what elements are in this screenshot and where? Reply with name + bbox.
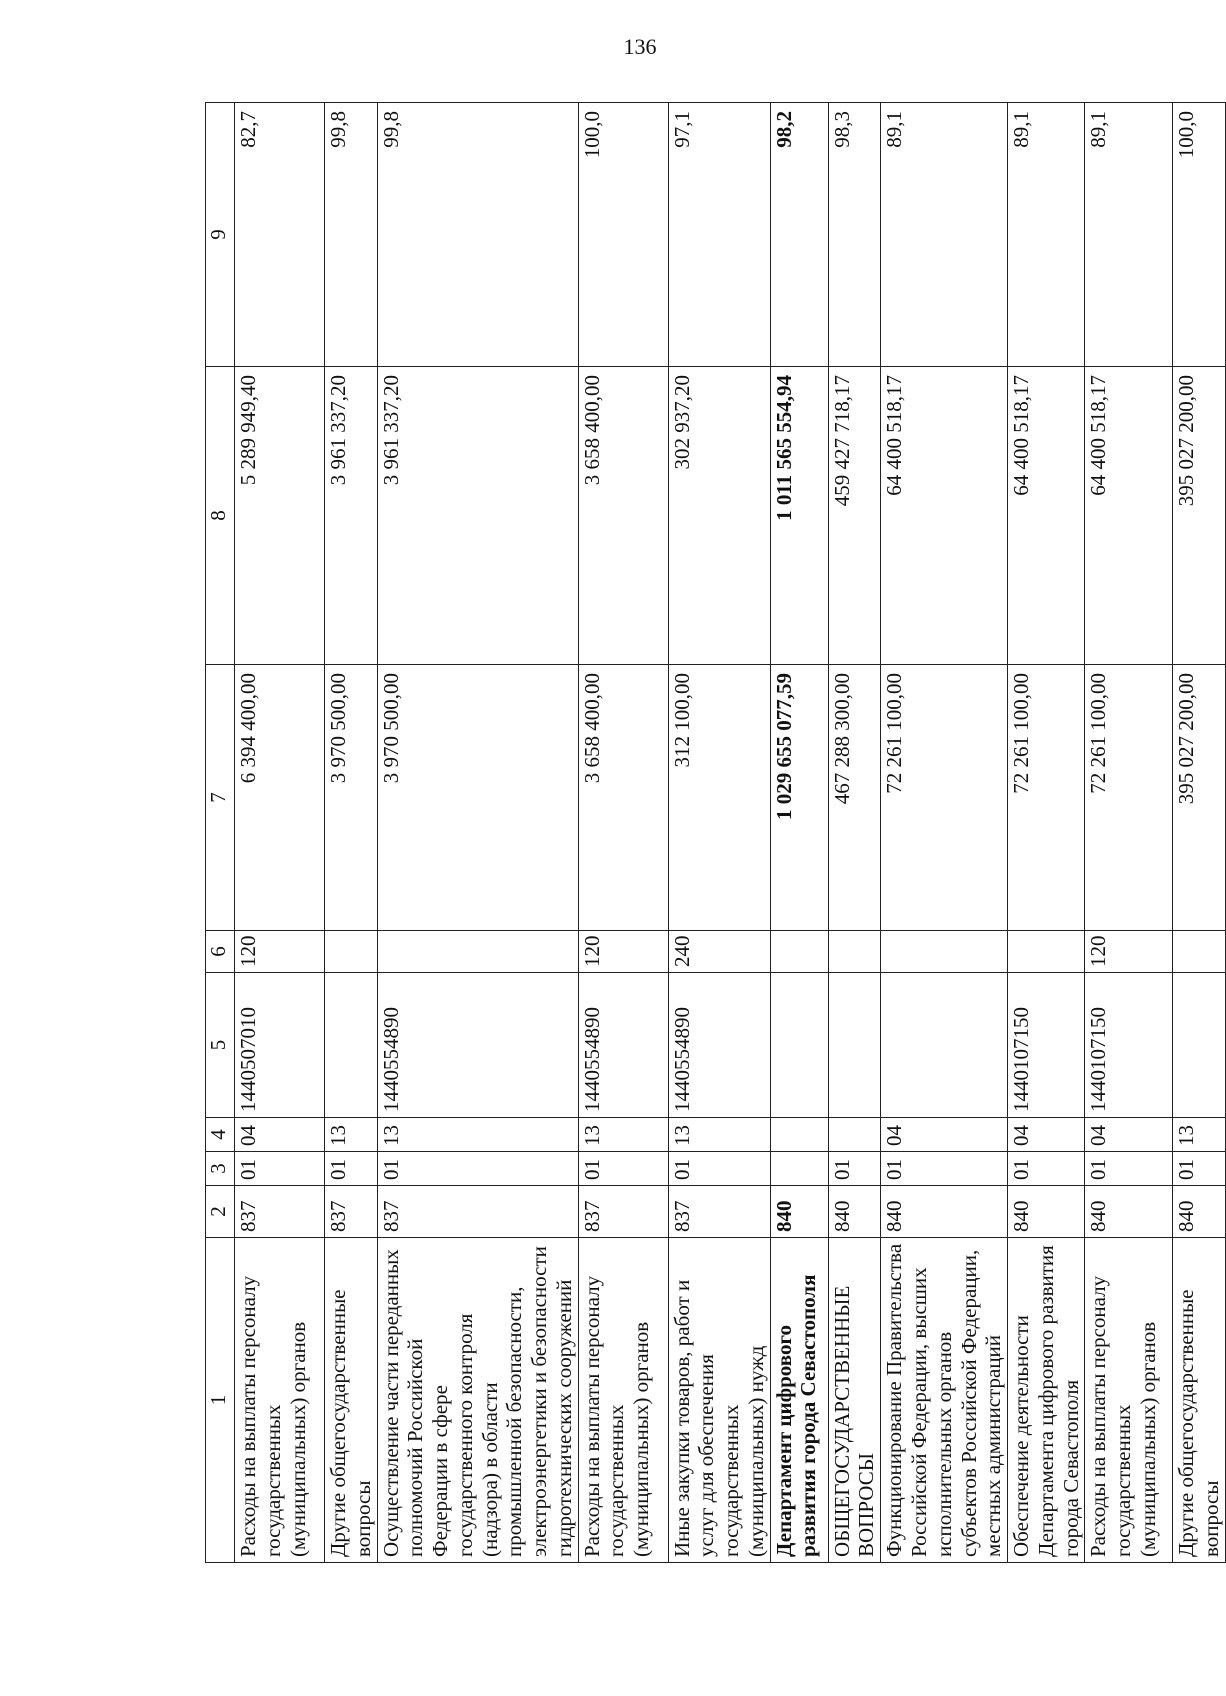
- row-value-cell: 120: [1085, 931, 1173, 973]
- header-cell: 8: [206, 367, 235, 665]
- row-value-cell: 01: [325, 1152, 378, 1186]
- row-value-cell: 6 394 400,00: [235, 665, 325, 931]
- row-value-cell: 395 027 200,00: [1173, 665, 1226, 931]
- row-value-cell: 837: [377, 1186, 578, 1238]
- row-value-cell: 64 400 518,17: [1008, 367, 1085, 665]
- row-value-cell: 100,0: [1173, 103, 1226, 367]
- row-value-cell: 120: [235, 931, 325, 973]
- row-value-cell: 1440107150: [1008, 973, 1085, 1118]
- row-value-cell: 3 658 400,00: [578, 367, 668, 665]
- row-value-cell: 72 261 100,00: [1085, 665, 1173, 931]
- row-value-cell: 837: [235, 1186, 325, 1238]
- header-cell: 9: [206, 103, 235, 367]
- row-value-cell: 89,1: [881, 103, 1008, 367]
- row-name-cell: Расходы на выплаты персоналу государственных (муниципальных) органов: [1085, 1238, 1173, 1563]
- row-value-cell: 01: [668, 1152, 770, 1186]
- row-value-cell: [325, 973, 378, 1118]
- table-row: [828, 103, 881, 1563]
- row-value-cell: 04: [1008, 1118, 1085, 1152]
- row-value-cell: 3 970 500,00: [325, 665, 378, 931]
- row-name-cell: Осуществление части переданных полномочий Российской Федерации в сфере государственного контроля (надзора) в области промышленной безопасности, электроэнергетики и безопасности гидротехнических сооружений: [377, 1238, 578, 1563]
- row-name-cell: Расходы на выплаты персоналу государственных (муниципальных) органов: [578, 1238, 668, 1563]
- row-value-cell: 3 961 337,20: [377, 367, 578, 665]
- table-row: [578, 103, 668, 1563]
- row-value-cell: 13: [377, 1118, 578, 1152]
- row-value-cell: 840: [828, 1186, 881, 1238]
- header-cell: 1: [206, 1238, 235, 1563]
- table-row: [1008, 103, 1085, 1563]
- row-value-cell: 82,7: [235, 103, 325, 367]
- row-value-cell: 04: [1085, 1118, 1173, 1152]
- row-value-cell: [770, 931, 828, 973]
- page-number: 136: [623, 34, 657, 59]
- row-value-cell: 64 400 518,17: [881, 367, 1008, 665]
- row-value-cell: 840: [1173, 1186, 1226, 1238]
- row-value-cell: 840: [1085, 1186, 1173, 1238]
- header-cell: 6: [206, 931, 235, 973]
- row-value-cell: 1 011 565 554,94: [770, 367, 828, 665]
- row-value-cell: 467 288 300,00: [828, 665, 881, 931]
- row-value-cell: 01: [1008, 1152, 1085, 1186]
- row-value-cell: 240: [668, 931, 770, 973]
- row-value-cell: [377, 931, 578, 973]
- row-value-cell: 01: [377, 1152, 578, 1186]
- table-row: [377, 103, 578, 1563]
- row-value-cell: 13: [1173, 1118, 1226, 1152]
- table-row: [1173, 103, 1226, 1563]
- budget-table: [205, 102, 1226, 1563]
- row-value-cell: 89,1: [1085, 103, 1173, 367]
- row-value-cell: 120: [578, 931, 668, 973]
- row-value-cell: [828, 973, 881, 1118]
- row-value-cell: 13: [325, 1118, 378, 1152]
- row-value-cell: 5 289 949,40: [235, 367, 325, 665]
- row-value-cell: 837: [668, 1186, 770, 1238]
- row-value-cell: 3 961 337,20: [325, 367, 378, 665]
- row-name-cell: ОБЩЕГОСУДАРСТВЕННЫЕ ВОПРОСЫ: [828, 1238, 881, 1563]
- row-value-cell: [881, 973, 1008, 1118]
- row-value-cell: [770, 973, 828, 1118]
- row-value-cell: 395 027 200,00: [1173, 367, 1226, 665]
- row-value-cell: 01: [578, 1152, 668, 1186]
- row-value-cell: [770, 1118, 828, 1152]
- row-value-cell: [770, 1152, 828, 1186]
- row-name-cell: Другие общегосударственные вопросы: [325, 1238, 378, 1563]
- row-value-cell: 3 658 400,00: [578, 665, 668, 931]
- header-cell: 2: [206, 1186, 235, 1238]
- header-cell: 3: [206, 1152, 235, 1186]
- table-row: [1085, 103, 1173, 1563]
- row-value-cell: [1173, 973, 1226, 1118]
- row-value-cell: 312 100,00: [668, 665, 770, 931]
- row-value-cell: 1440554890: [668, 973, 770, 1118]
- row-value-cell: 837: [325, 1186, 378, 1238]
- row-value-cell: 98,3: [828, 103, 881, 367]
- row-name-cell: Другие общегосударственные вопросы: [1173, 1238, 1226, 1563]
- row-value-cell: 13: [668, 1118, 770, 1152]
- row-value-cell: 3 970 500,00: [377, 665, 578, 931]
- row-value-cell: 01: [1173, 1152, 1226, 1186]
- header-cell: 5: [206, 973, 235, 1118]
- row-value-cell: 1440554890: [578, 973, 668, 1118]
- row-value-cell: 1440507010: [235, 973, 325, 1118]
- table-row: [325, 103, 378, 1563]
- table-row: [881, 103, 1008, 1563]
- row-value-cell: 01: [881, 1152, 1008, 1186]
- row-value-cell: 840: [881, 1186, 1008, 1238]
- table-row: [235, 103, 325, 1563]
- row-value-cell: [1008, 931, 1085, 973]
- row-value-cell: 04: [881, 1118, 1008, 1152]
- row-value-cell: 99,8: [325, 103, 378, 367]
- row-name-cell: Расходы на выплаты персоналу государственных (муниципальных) органов: [235, 1238, 325, 1563]
- row-value-cell: 72 261 100,00: [881, 665, 1008, 931]
- row-value-cell: 840: [1008, 1186, 1085, 1238]
- row-value-cell: 01: [235, 1152, 325, 1186]
- row-value-cell: 100,0: [578, 103, 668, 367]
- row-value-cell: 64 400 518,17: [1085, 367, 1173, 665]
- row-value-cell: 01: [828, 1152, 881, 1186]
- header-row: [206, 103, 235, 1563]
- row-name-cell: Иные закупки товаров, работ и услуг для обеспечения государственных (муниципальных) нужд: [668, 1238, 770, 1563]
- row-value-cell: 97,1: [668, 103, 770, 367]
- row-value-cell: 840: [770, 1186, 828, 1238]
- row-value-cell: [1173, 931, 1226, 973]
- row-value-cell: 302 937,20: [668, 367, 770, 665]
- row-value-cell: 72 261 100,00: [1008, 665, 1085, 931]
- row-value-cell: 89,1: [1008, 103, 1085, 367]
- header-cell: 4: [206, 1118, 235, 1152]
- header-cell: 7: [206, 665, 235, 931]
- row-value-cell: 98,2: [770, 103, 828, 367]
- table-row: [770, 103, 828, 1563]
- table-row: [668, 103, 770, 1563]
- row-value-cell: 459 427 718,17: [828, 367, 881, 665]
- row-value-cell: 837: [578, 1186, 668, 1238]
- row-value-cell: [881, 931, 1008, 973]
- rotated-table-wrapper: [205, 103, 1224, 1563]
- row-value-cell: 04: [235, 1118, 325, 1152]
- row-name-cell: Обеспечение деятельности Департамента цифрового развития города Севастополя: [1008, 1238, 1085, 1563]
- row-value-cell: 13: [578, 1118, 668, 1152]
- row-value-cell: 01: [1085, 1152, 1173, 1186]
- row-value-cell: 99,8: [377, 103, 578, 367]
- row-name-cell: Функционирование Правительства Российской Федерации, высших исполнительных органов субъектов Российской Федерации, местных администраций: [881, 1238, 1008, 1563]
- row-value-cell: [828, 931, 881, 973]
- row-value-cell: 1 029 655 077,59: [770, 665, 828, 931]
- row-value-cell: 1440107150: [1085, 973, 1173, 1118]
- row-value-cell: [828, 1118, 881, 1152]
- row-name-cell: Департамент цифрового развития города Севастополя: [770, 1238, 828, 1563]
- row-value-cell: 1440554890: [377, 973, 578, 1118]
- row-value-cell: [325, 931, 378, 973]
